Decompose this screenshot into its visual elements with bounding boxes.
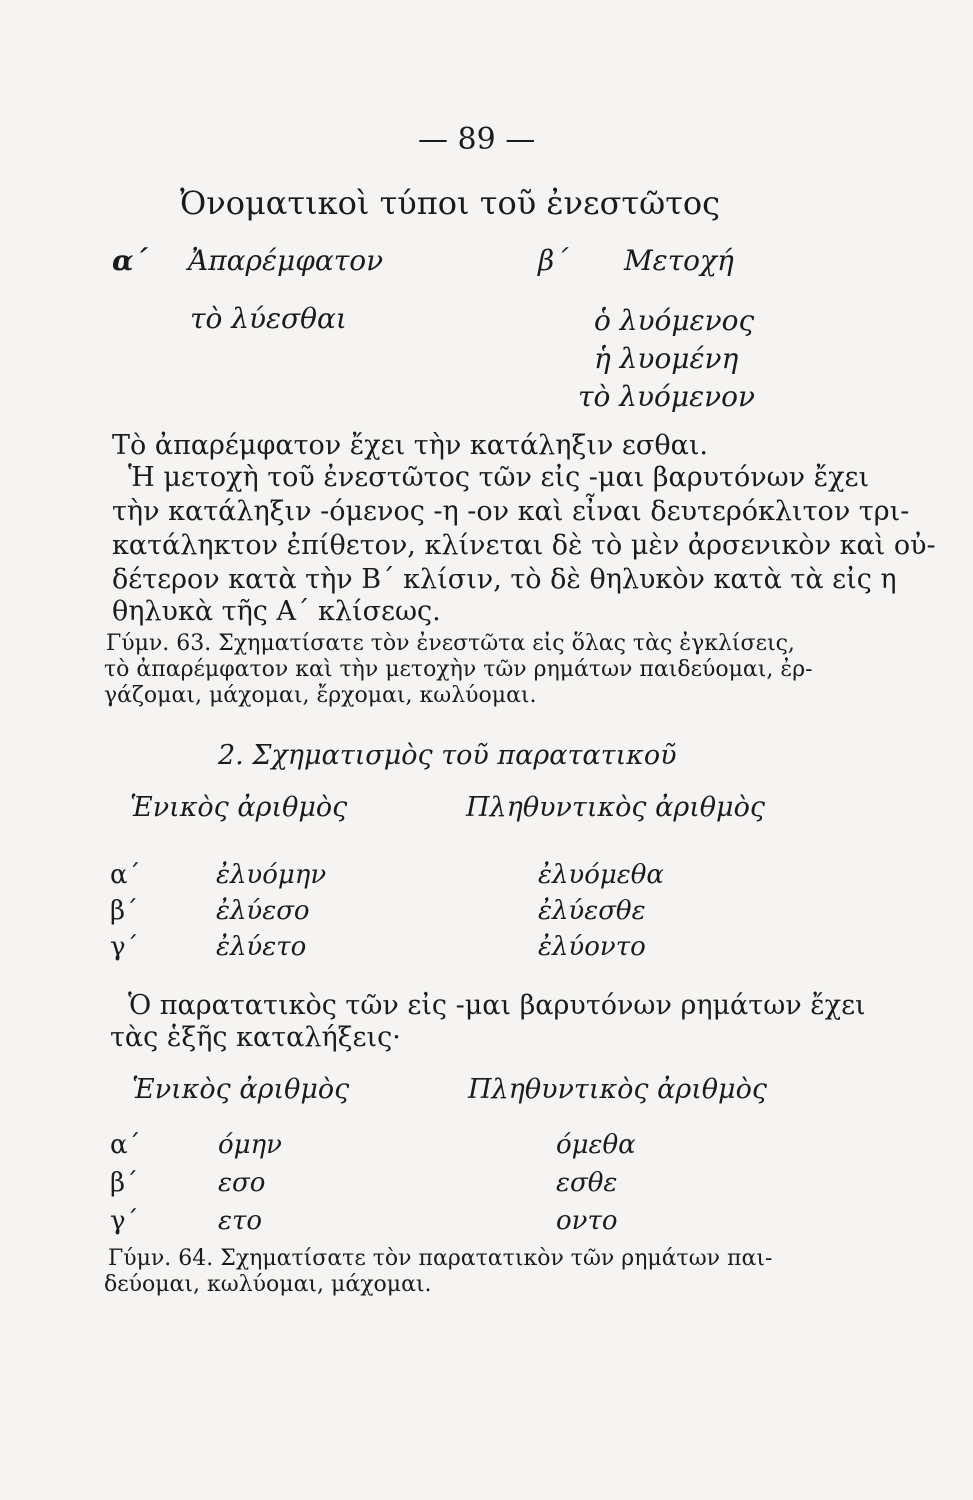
participle-form-masculine: ὁ λυόμενος <box>594 304 755 337</box>
table1-row-2-plural: ἐλύεσθε <box>538 896 646 926</box>
table2-row-3-person: γ΄ <box>110 1206 139 1236</box>
exercise63-line-1: Γύμν. 63. Σχηματίσατε τὸν ἐνεστῶτα εἰς ὅλας τὰς ἐγκλίσεις, <box>106 631 795 656</box>
table2-row-1-singular: όμην <box>218 1130 282 1160</box>
participle-marker: β΄ <box>538 244 569 277</box>
participle-form-feminine: ἡ λυομένη <box>594 342 739 375</box>
table1-row-2-singular: ἐλύεσο <box>216 896 310 926</box>
table2-row-1-plural: όμεθα <box>556 1130 636 1160</box>
table1-plural-label: Πληθυντικὸς ἀριθμὸς <box>466 792 765 823</box>
paragraph1-line-6: θηλυκὰ τῆς Α΄ κλίσεως. <box>112 596 441 627</box>
table2-row-2-person: β΄ <box>110 1168 139 1198</box>
table1-singular-label: Ἑνικὸς ἀριθμὸς <box>130 792 348 823</box>
table2-plural-label: Πληθυντικὸς ἀριθμὸς <box>468 1074 767 1105</box>
table1-row-3-singular: ἐλύετο <box>216 932 307 962</box>
infinitive-heading: Ἀπαρέμφατον <box>188 244 384 277</box>
table2-row-2-plural: εσθε <box>556 1168 618 1198</box>
table2-row-3-singular: ετο <box>218 1206 262 1236</box>
table1-row-1-person: α΄ <box>110 860 141 890</box>
paragraph1-line-5: δέτερον κατὰ τὴν Β΄ κλίσιν, τὸ δὲ θηλυκὸν κατὰ τὰ εἰς η <box>112 564 897 595</box>
infinitive-marker: α΄ <box>112 244 148 277</box>
table1-row-3-person: γ΄ <box>110 932 139 962</box>
exercise64-line-2: δεύομαι, κωλύομαι, μάχομαι. <box>104 1272 432 1297</box>
paragraph1-line-1: Τὸ ἀπαρέμφατον ἔχει τὴν κατάληξιν εσθαι. <box>112 430 709 461</box>
participle-heading: Μετοχή <box>624 244 734 277</box>
section2-title: 2. Σχηματισμὸς τοῦ παρατατικοῦ <box>218 740 677 771</box>
paragraph1-line-3: τὴν κατάληξιν -όμενος -η -ον καὶ εἶναι δευτερόκλιτον τρι- <box>112 496 910 527</box>
paragraph1-line-2: Ἡ μετοχὴ τοῦ ἐνεστῶτος τῶν εἰς -μαι βαρυτόνων ἔχει <box>128 462 870 493</box>
section-title: Ὀνοματικοὶ τύποι τοῦ ἐνεστῶτος <box>180 184 721 222</box>
exercise63-line-2: τὸ ἀπαρέμφατον καὶ τὴν μετοχὴν τῶν ρημάτων παιδεύομαι, ἐρ- <box>104 657 813 682</box>
paragraph2-line-2: τὰς ἑξῆς καταλήξεις· <box>110 1022 401 1053</box>
table1-row-2-person: β΄ <box>110 896 139 926</box>
exercise64-line-1: Γύμν. 64. Σχηματίσατε τὸν παρατατικὸν τῶν ρημάτων παι- <box>108 1246 773 1271</box>
paragraph2-line-1: Ὁ παρατατικὸς τῶν εἰς -μαι βαρυτόνων ρημάτων ἔχει <box>128 990 866 1021</box>
table2-singular-label: Ἑνικὸς ἀριθμὸς <box>132 1074 350 1105</box>
table2-row-1-person: α΄ <box>110 1130 141 1160</box>
table1-row-1-singular: ἐλυόμην <box>216 860 327 890</box>
page-number: — 89 — <box>418 122 536 157</box>
paragraph1-line-4: κατάληκτον ἐπίθετον, κλίνεται δὲ τὸ μὲν ἀρσενικὸν καὶ οὐ- <box>112 530 936 561</box>
table2-row-2-singular: εσο <box>218 1168 266 1198</box>
table1-row-3-plural: ἐλύοντο <box>538 932 646 962</box>
table2-row-3-plural: οντο <box>556 1206 618 1236</box>
table1-row-1-plural: ἐλυόμεθα <box>538 860 664 890</box>
participle-form-neuter: τὸ λυόμενον <box>578 380 755 413</box>
exercise63-line-3: γάζομαι, μάχομαι, ἔρχομαι, κωλύομαι. <box>104 683 537 708</box>
infinitive-form: τὸ λύεσθαι <box>190 302 347 335</box>
